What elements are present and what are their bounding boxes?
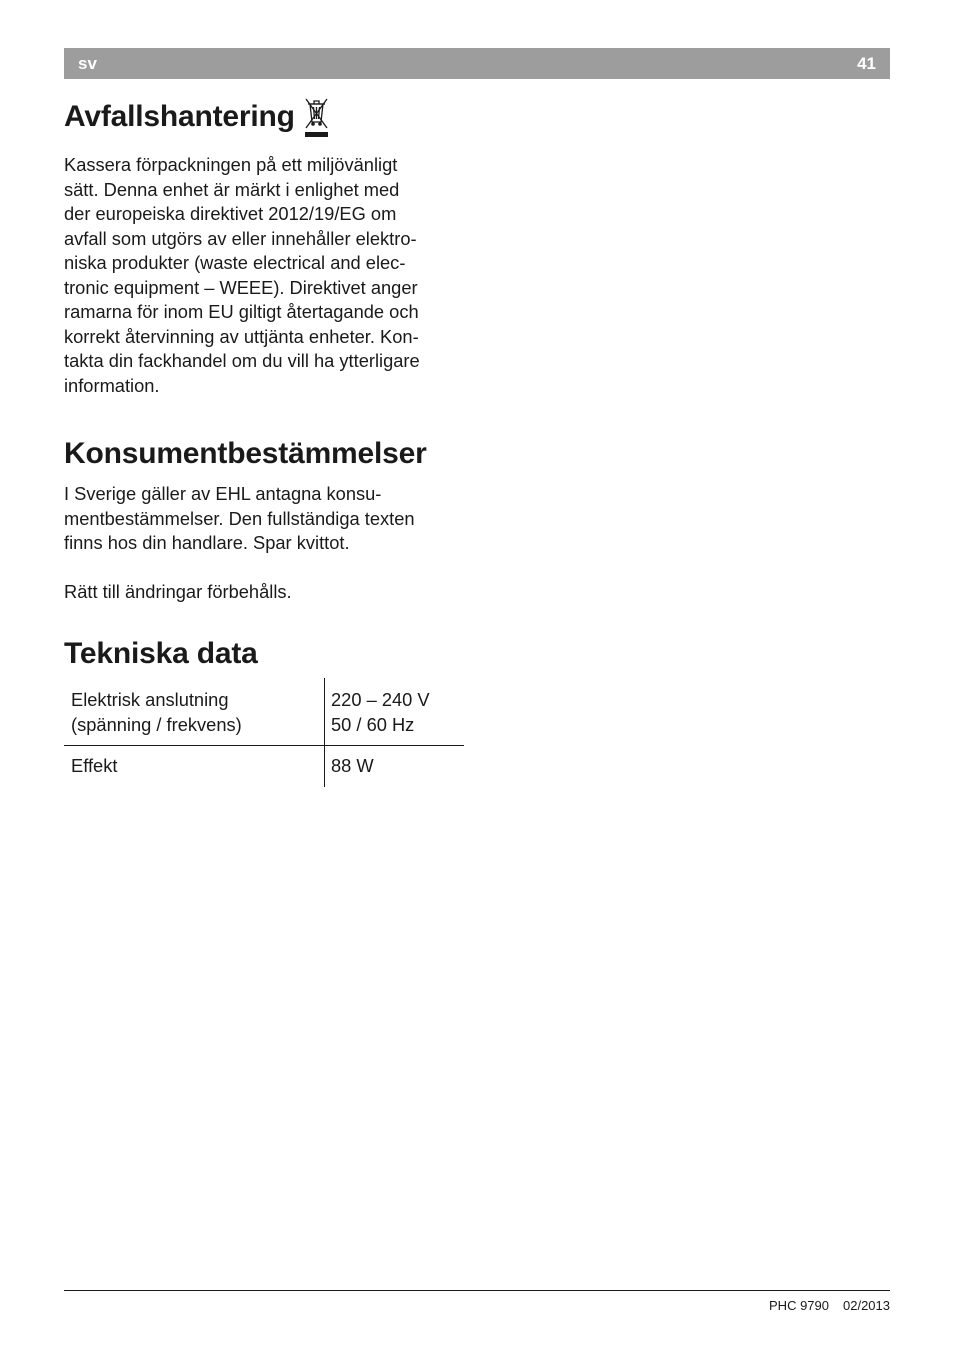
text-line: mentbestämmelser. Den fullständiga texten [64,507,415,529]
table-row [64,746,464,787]
disposal-heading: Avfallshantering [64,100,295,133]
text-line: I Sverige gäller av EHL antagna konsu- [64,483,382,504]
technical-data-table [64,678,464,787]
label-line: Effekt [71,755,118,776]
table-value-cell [325,678,465,746]
footer-divider [64,1290,890,1291]
text-line: tronic equipment – WEEE). Direktivet anger [64,276,418,298]
content-column [64,95,464,787]
table-value-cell [325,746,465,787]
table-label-cell [64,678,325,746]
text-line: finns hos din handlare. Spar kvittot. [64,532,350,553]
disposal-heading-row [64,95,464,139]
text-line: der europeiska direktivet 2012/19/EG om [64,203,397,224]
text-line: information. [64,374,160,396]
page-number: 41 [857,53,876,73]
text-line: Kassera förpackningen på ett miljövänligt [64,154,398,175]
value-line: 88 W [331,755,374,776]
language-code: sv [78,53,97,73]
value-line: 220 – 240 V [331,689,430,710]
text-line: takta din fackhandel om du vill ha ytterligare [64,350,420,371]
text-line: sätt. Denna enhet är märkt i enlighet med [64,178,400,200]
table-row [64,678,464,746]
label-line: (spänning / frekvens) [71,713,242,735]
text-line: ramarna för inom EU giltigt återtagande och [64,301,419,322]
crossed-out-wheelie-bin-icon [301,95,331,139]
text-line: avfall som utgörs av eller innehåller elektro- [64,227,417,249]
page-header-bar [64,48,890,79]
disposal-text [64,153,464,398]
technical-data-heading: Tekniska data [64,637,258,670]
consumer-regulations-text [64,482,464,556]
value-line: 50 / 60 Hz [331,713,415,735]
text-line: niska produkter (waste electrical and elec- [64,252,406,273]
table-label-cell [64,746,325,787]
text-line: korrekt återvinning av uttjänta enheter. Kon- [64,325,419,347]
edition-date: 02/2013 [843,1298,890,1313]
footer [769,1298,890,1313]
rights-reserved-note: Rätt till ändringar förbehålls. [64,580,292,602]
label-line: Elektrisk anslutning [71,689,229,710]
consumer-regulations-heading: Konsumentbestämmelser [64,437,427,470]
model-number: PHC 9790 [769,1298,829,1313]
